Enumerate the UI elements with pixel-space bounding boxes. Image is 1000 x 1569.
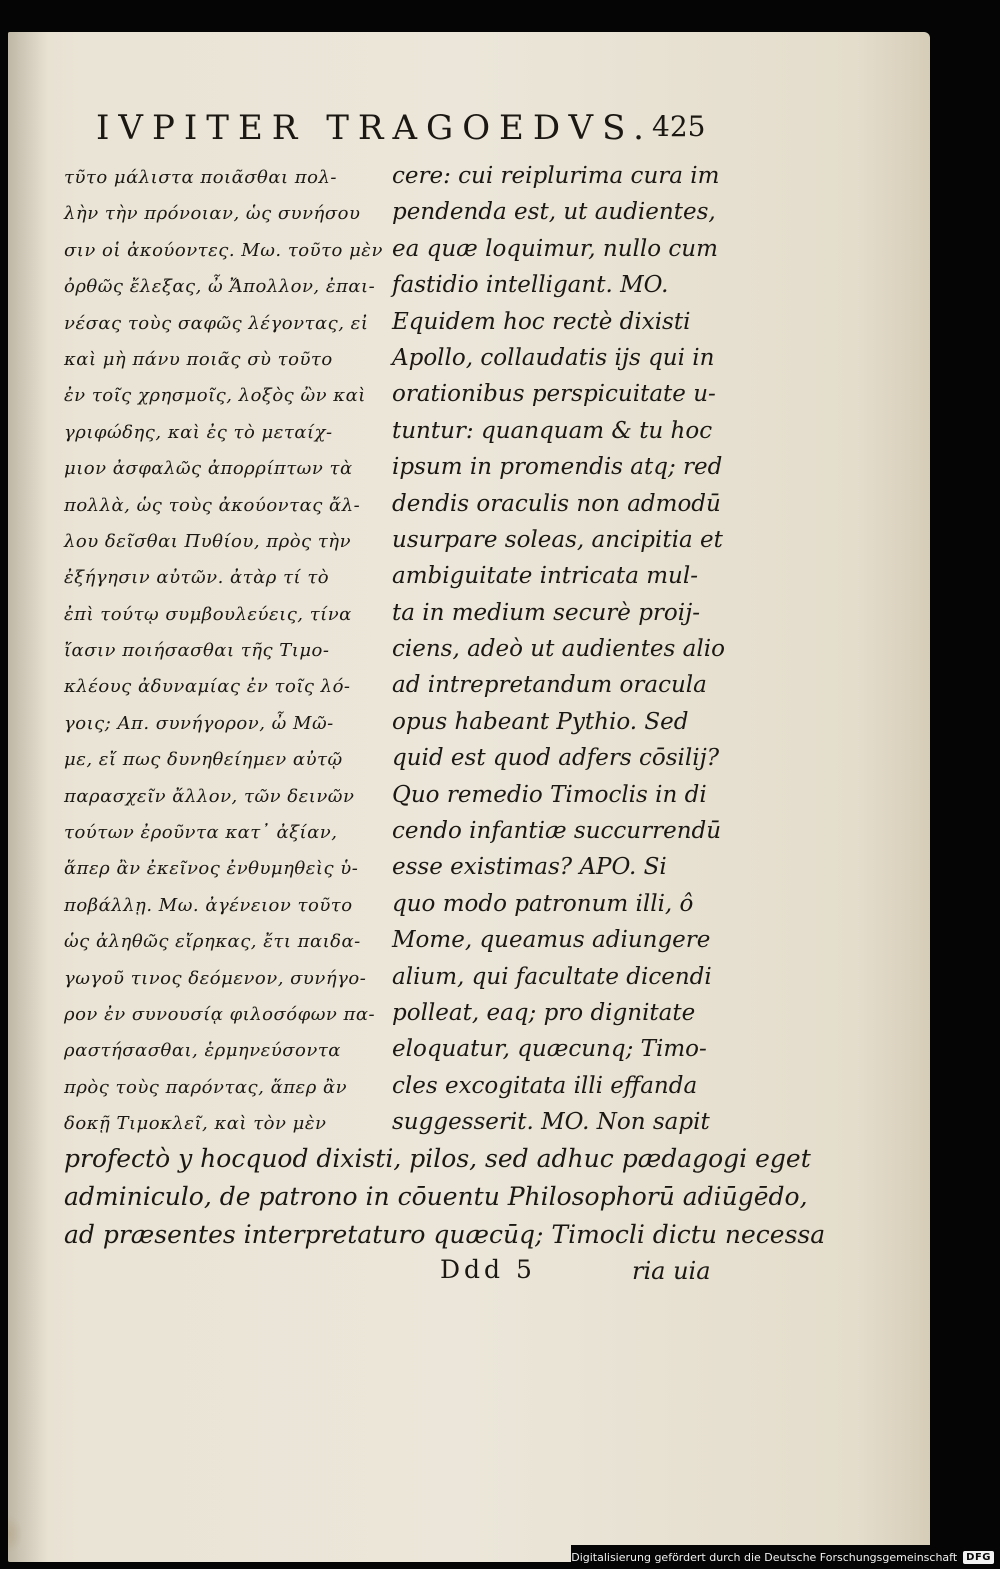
running-head: IVPITER TRAGOEDVS. bbox=[96, 108, 653, 148]
latin-text-line: ambiguitate intricata mul- bbox=[392, 563, 698, 590]
latin-text-line: quid est quod adfers cōsilij? bbox=[392, 745, 720, 772]
latin-text-line: cles excogitata illi effanda bbox=[392, 1072, 698, 1099]
latin-text-line: ipsum in promendis atq; red bbox=[392, 454, 723, 481]
greek-text-line: ἐξήγησιν αὐτῶν. ἀτὰρ τί τὸ bbox=[64, 567, 330, 589]
greek-text-line: γοις; Απ. συνήγορον, ὦ Μῶ- bbox=[64, 712, 334, 734]
signature-mark: Ddd 5 bbox=[440, 1255, 536, 1284]
greek-text-line: ἐπὶ τούτῳ συμβουλεύεις, τίνα bbox=[64, 603, 352, 625]
latin-text-line: pendenda est, ut audientes, bbox=[392, 199, 716, 226]
latin-text-line: cendo infantiæ succurrendū bbox=[392, 818, 722, 845]
greek-text-line: καὶ μὴ πάνυ ποιᾶς σὺ τοῦτο bbox=[64, 348, 333, 370]
full-width-text-line: adminiculo, de patrono in cōuentu Philosophorū adiūgēdo, bbox=[64, 1182, 808, 1211]
latin-text-line: cere: cui reiplurima cura im bbox=[392, 163, 720, 189]
greek-text-line: ἐν τοῖς χρησμοῖς, λοξὸς ὢν καὶ bbox=[64, 385, 366, 407]
latin-text-line: esse existimas? APO. Si bbox=[392, 854, 667, 881]
greek-text-line: ραστήσασθαι, ἑρμηνεύσοντα bbox=[64, 1040, 341, 1062]
page-gutter-shadow bbox=[8, 32, 48, 1562]
latin-text-line: ciens, adeò ut audientes alio bbox=[392, 636, 725, 663]
digitization-credit bbox=[571, 1545, 1000, 1569]
greek-text-line: με, εἴ πως δυνηθείημεν αὐτῷ bbox=[64, 749, 343, 771]
full-width-text-block bbox=[64, 1140, 826, 1254]
latin-text-column bbox=[392, 158, 742, 1141]
latin-text-line: usurpare soleas, ancipitia et bbox=[392, 526, 723, 553]
greek-text-line: ρον ἐν συνουσίᾳ φιλοσόφων πα- bbox=[64, 1003, 376, 1025]
greek-text-line: λὴν τὴν πρόνοιαν, ὡς συνήσου bbox=[64, 203, 361, 225]
greek-text-line: πρὸς τοὺς παρόντας, ἅπερ ἂν bbox=[64, 1076, 348, 1098]
full-width-text-line: ad præsentes interpretaturo quæcūq; Timocli dictu necessa bbox=[64, 1220, 826, 1249]
latin-text-line: alium, qui facultate dicendi bbox=[392, 963, 712, 990]
latin-text-line: orationibus perspicuitate u- bbox=[392, 381, 716, 408]
full-width-text-line: profectò y hocquod dixisti, pilos, sed adhuc pædagogi eget bbox=[64, 1144, 811, 1173]
catchword: ria uia bbox=[632, 1257, 711, 1285]
greek-text-line: σιν οἱ ἀκούοντες. Μω. τοῦτο μὲν bbox=[64, 239, 383, 261]
dfg-logo: DFG bbox=[963, 1551, 994, 1564]
latin-text-line: ea quæ loquimur, nullo cum bbox=[392, 235, 718, 262]
latin-text-line: Equidem hoc rectè dixisti bbox=[392, 308, 691, 335]
greek-text-line: κλέους ἀδυναμίας ἐν τοῖς λό- bbox=[64, 676, 351, 698]
greek-text-line: νέσας τοὺς σαφῶς λέγοντας, εἰ bbox=[64, 312, 369, 334]
latin-text-line: dendis oraculis non admodū bbox=[392, 490, 721, 517]
latin-text-line: suggesserit. MO. Non sapit bbox=[392, 1109, 710, 1136]
page-corner-wear bbox=[8, 1514, 22, 1554]
greek-text-line: τούτων ἐροῦντα κατ᾽ ἀξίαν, bbox=[64, 822, 338, 844]
greek-text-line: ποβάλλῃ. Μω. ἀγένειον τοῦτο bbox=[64, 894, 353, 916]
latin-text-line: ad intrepretandum oracula bbox=[392, 672, 707, 699]
latin-text-line: opus habeant Pythio. Sed bbox=[392, 708, 689, 735]
latin-text-line: quo modo patronum illi, ô bbox=[392, 890, 694, 917]
latin-text-line: Quo remedio Timoclis in di bbox=[392, 781, 707, 808]
latin-text-line: tuntur: quanquam & tu hoc bbox=[392, 417, 713, 444]
greek-text-line: τῦτο μάλιστα ποιᾶσθαι πολ- bbox=[64, 167, 337, 188]
greek-text-column bbox=[64, 160, 383, 1143]
latin-text-line: Mome, queamus adiungere bbox=[392, 927, 711, 954]
greek-text-line: πολλὰ, ὡς τοὺς ἀκούοντας ἄλ- bbox=[64, 494, 361, 516]
greek-text-line: μιον ἀσφαλῶς ἀπορρίπτων τὰ bbox=[64, 458, 353, 480]
greek-text-line: ὀρθῶς ἔλεξας, ὦ Ἄπολλον, ἐπαι- bbox=[64, 276, 376, 298]
greek-text-line: δοκῇ Τιμοκλεῖ, καὶ τὸν μὲν bbox=[64, 1113, 327, 1135]
greek-text-line: ἅπερ ἂν ἐκεῖνος ἐνθυμηθεὶς ὑ- bbox=[64, 858, 359, 880]
latin-text-line: Apollo, collaudatis ijs qui in bbox=[392, 344, 715, 371]
page-number: 425 bbox=[652, 110, 706, 143]
latin-text-line: ta in medium securè proij- bbox=[392, 599, 701, 626]
greek-text-line: γριφώδης, καὶ ἐς τὸ μεταίχ- bbox=[64, 421, 333, 443]
greek-text-line: γωγοῦ τινος δεόμενον, συνήγο- bbox=[64, 967, 367, 989]
greek-text-line: ἴασιν ποιήσασθαι τῆς Τιμο- bbox=[64, 640, 330, 662]
latin-text-line: polleat, eaq; pro dignitate bbox=[392, 999, 696, 1026]
greek-text-line: παρασχεῖν ἄλλον, τῶν δεινῶν bbox=[64, 785, 355, 807]
latin-text-line: fastidio intelligant. MO. bbox=[392, 272, 669, 299]
credit-text: Digitalisierung gefördert durch die Deutsche Forschungsgemeinschaft bbox=[571, 1550, 958, 1564]
greek-text-line: ὡς ἀληθῶς εἴρηκας, ἔτι παιδα- bbox=[64, 931, 361, 953]
greek-text-line: λου δεῖσθαι Πυθίου, πρὸς τὴν bbox=[64, 530, 352, 552]
latin-text-line: eloquatur, quæcunq; Timo- bbox=[392, 1036, 707, 1063]
